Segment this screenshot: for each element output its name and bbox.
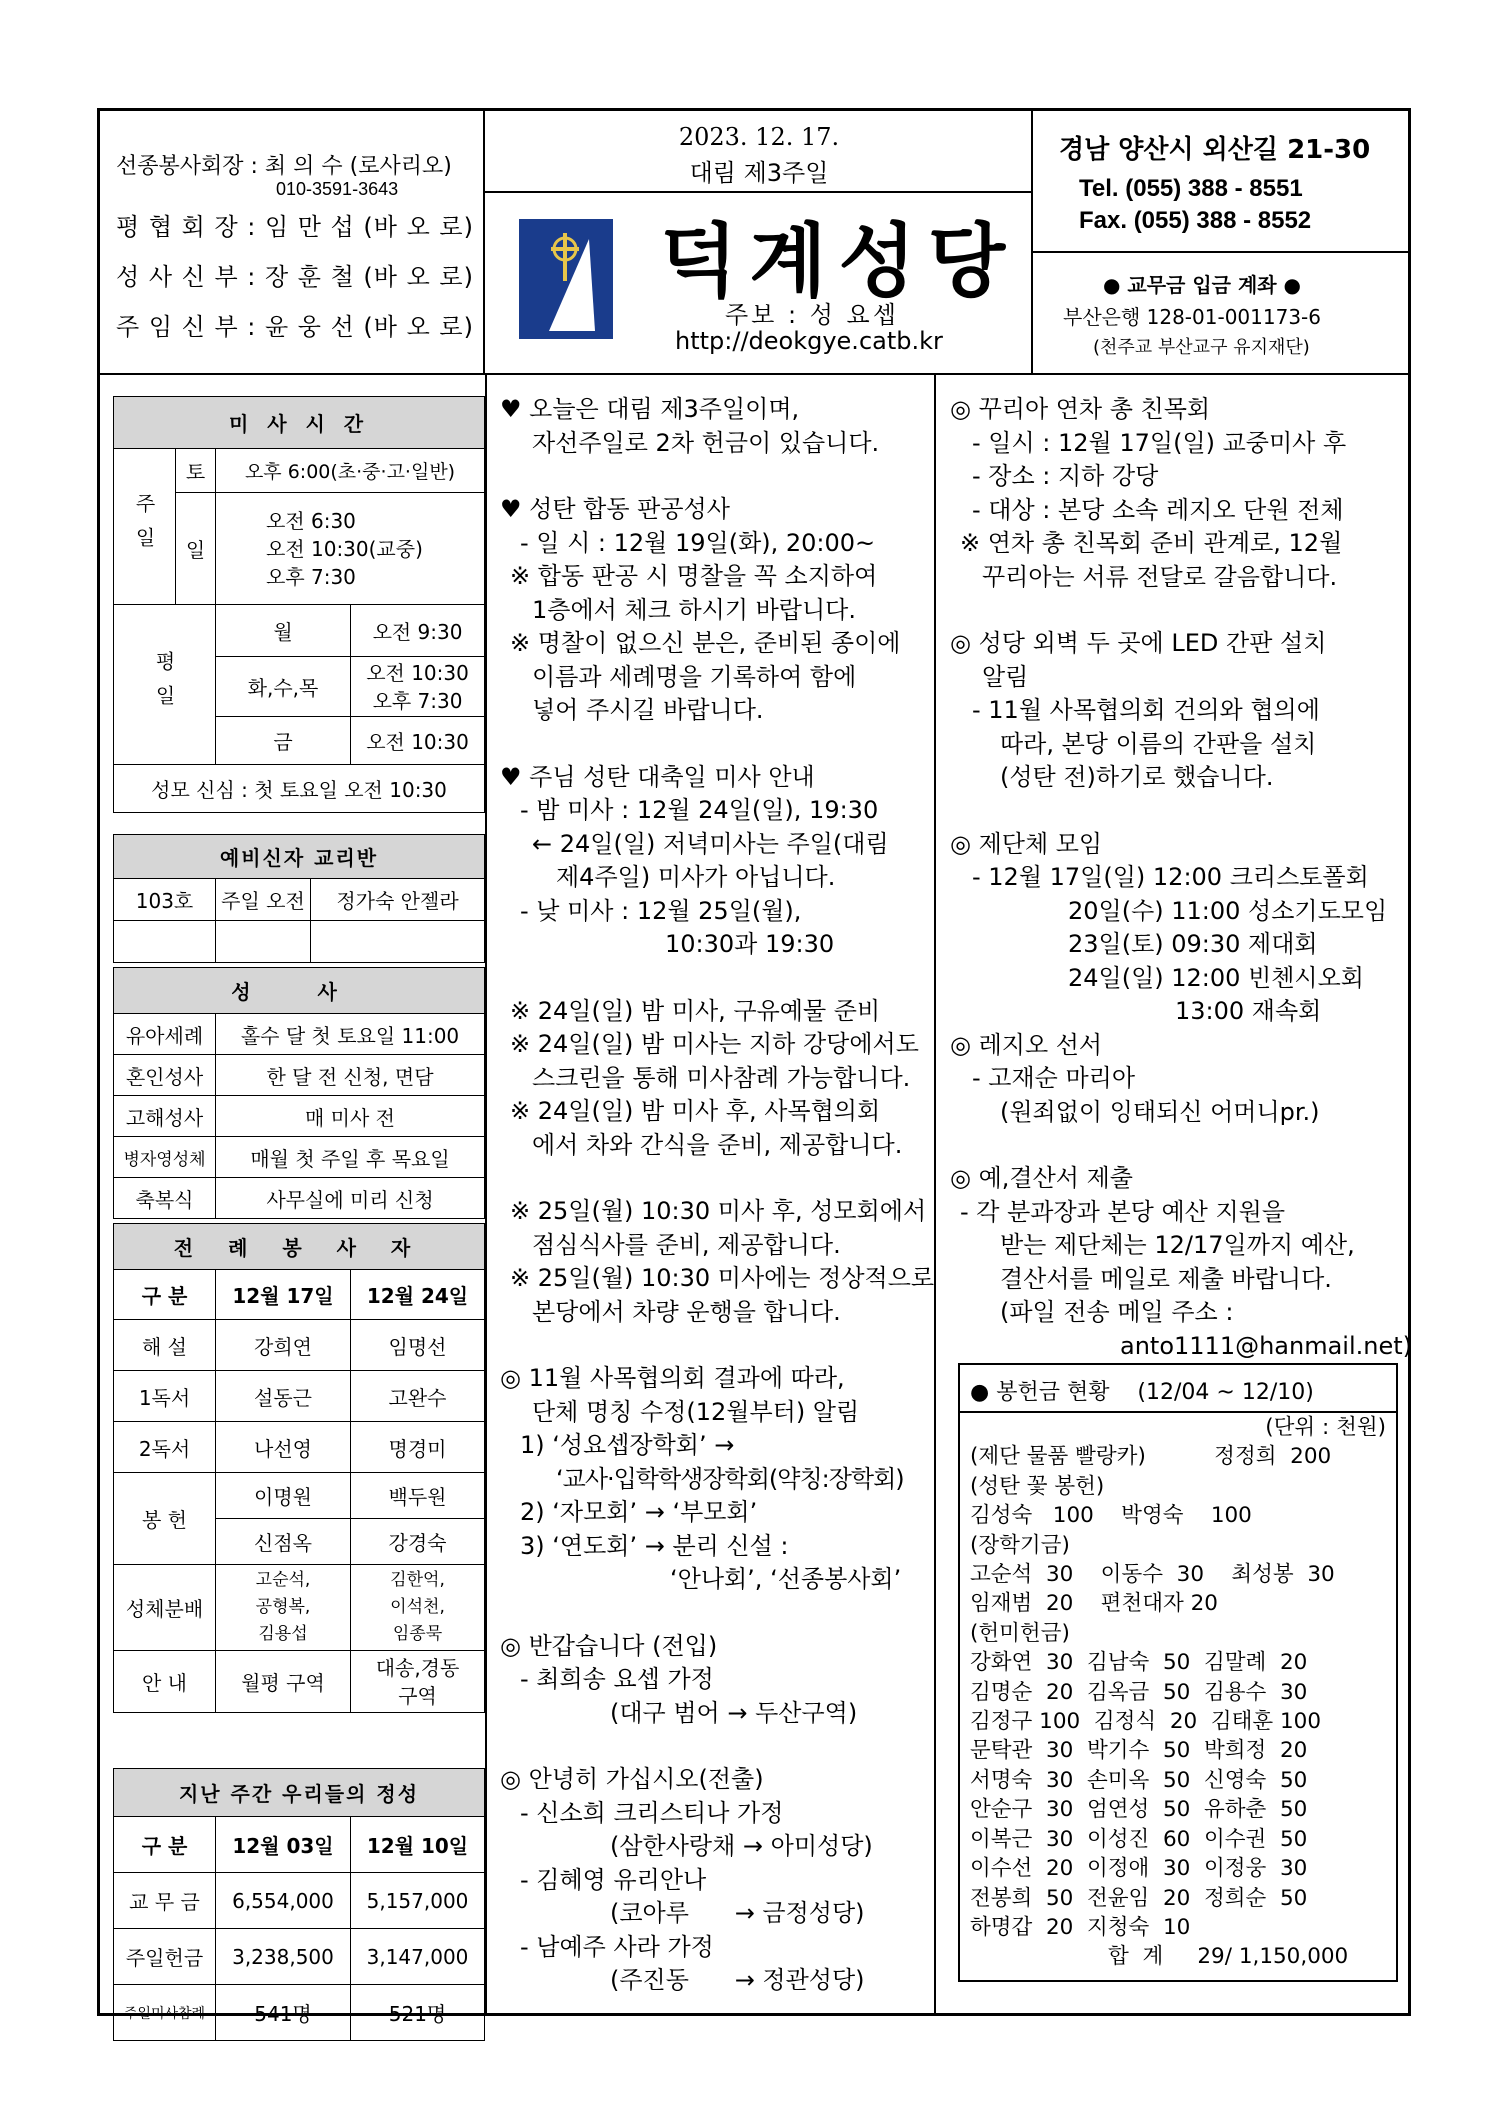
servers-person: 설동근: [216, 1371, 351, 1422]
notice-line: 3) ‘연도회’ → 분리 신설 :: [520, 1531, 789, 1560]
offerings-value: 3,238,500: [216, 1929, 351, 1985]
weekday-label: 평일: [114, 605, 216, 765]
servers-person: 이명원: [216, 1473, 351, 1519]
donation-box: [958, 1363, 1398, 1982]
notice-line: ※ 24일(일) 밤 미사, 구유예물 준비: [510, 996, 881, 1025]
parish-name: 덕계성당: [660, 215, 1018, 308]
donation-line: 서명숙 30 손미옥 50 신영숙 50: [970, 1767, 1308, 1793]
sacrament-name: 고해성사: [114, 1096, 216, 1137]
sacrament-info: 사무실에 미리 신청: [216, 1178, 485, 1219]
liturgical-week: 대림 제3주일: [689, 159, 829, 187]
sacrament-name: 병자영성체: [114, 1137, 216, 1178]
sacrament-name: 혼인성사: [114, 1055, 216, 1096]
servers-person: 신점옥: [216, 1519, 351, 1565]
offerings-header: 12월 03일: [216, 1817, 351, 1873]
donation-line: 김성숙 100 박영숙 100: [970, 1503, 1252, 1529]
notice-line: (파일 전송 메일 주소 :: [1000, 1298, 1234, 1326]
catechumen-room: 103호: [114, 879, 216, 921]
offerings-header: 구 분: [114, 1817, 216, 1873]
donation-line: (헌미헌금): [970, 1620, 1070, 1646]
notice-line: 자선주일로 2차 헌금이 있습니다.: [532, 428, 880, 457]
offering-totals-table: [113, 1768, 485, 2041]
servers-person: 월평 구역: [216, 1651, 351, 1713]
servers-role: 2독서: [114, 1422, 216, 1473]
notice-line: - 11월 사목협의회 건의와 협의에: [972, 696, 1320, 724]
donation-title: ● 봉헌금 현황 (12/04 ~ 12/10): [970, 1380, 1314, 1405]
communion-list-1: 고순석, 공형복, 김용섭: [216, 1565, 351, 1651]
notice-line: 24일(일) 12:00 빈첸시오회: [1068, 963, 1364, 992]
notice-line: ※ 명찰이 없으신 분은, 준비된 종이에: [510, 629, 901, 657]
catechumen-teacher: 정가숙 안젤라: [311, 879, 485, 921]
sacrament-name: 축복식: [114, 1178, 216, 1219]
church-cross-icon: [519, 219, 613, 339]
servers-person: 나선영: [216, 1422, 351, 1473]
offerings-value: 521명: [351, 1985, 485, 2041]
sat-mass-time: 오후 6:00(초·중·고·일반): [216, 449, 485, 493]
sacrament-info: 매 미사 전: [216, 1096, 485, 1137]
staff-row-4: 주 임 신 부 : 윤 웅 선 (바 오 로): [116, 313, 474, 341]
announcements-right: [950, 393, 1413, 1363]
catechumen-time: 주일 오전: [216, 879, 311, 921]
donation-line: 고순석 30 이동수 30 최성봉 30: [970, 1562, 1335, 1588]
donation-line: (장학기금): [970, 1532, 1070, 1558]
notice-line: 1층에서 체크 하시기 바랍니다.: [532, 595, 856, 624]
notice-line: - 김혜영 유리안나: [520, 1865, 707, 1894]
marian-devotion: 성모 신심 : 첫 토요일 오전 10:30: [114, 765, 485, 813]
header-contact-box: [1033, 111, 1408, 373]
servers-role: 1독서: [114, 1371, 216, 1422]
notice-line: - 12월 17일(일) 12:00 크리스토폴회: [972, 863, 1369, 891]
servers-header: 12월 17일: [216, 1270, 351, 1320]
notice-line: ◎ 레지오 선서: [950, 1030, 1103, 1059]
notice-line: 20일(수) 11:00 성소기도모임: [1068, 896, 1388, 925]
sun-label: 일: [176, 493, 216, 605]
offerings-label: 교 무 금: [114, 1873, 216, 1929]
sacrament-info: 홀수 달 첫 토요일 11:00: [216, 1014, 485, 1055]
notice-line: ◎ 반갑습니다 (전입): [500, 1631, 718, 1660]
notice-line: ※ 합동 판공 시 명찰을 꼭 소지하여: [510, 562, 878, 590]
header-title-box: [485, 111, 1033, 373]
notice-line: 알림: [982, 662, 1029, 691]
notice-line: - 일시 : 12월 17일(일) 교중미사 후: [972, 428, 1347, 457]
donation-list: [970, 1413, 1390, 1972]
donation-line: 김명순 20 김옥금 50 김용수 30: [970, 1679, 1308, 1705]
donation-line: 문탁관 30 박기수 50 박희정 20: [970, 1738, 1308, 1764]
notice-line: - 대상 : 본당 소속 레지오 단원 전체: [972, 495, 1344, 524]
offerings-header: 12월 10일: [351, 1817, 485, 1873]
communion-list-2: 김한억, 이석천, 임종묵: [351, 1565, 485, 1651]
offerings-value: 541명: [216, 1985, 351, 2041]
sacraments-table: [113, 967, 485, 1219]
notice-line: 스크린을 통해 미사참례 가능합니다.: [532, 1063, 911, 1092]
offerings-value: 3,147,000: [351, 1929, 485, 1985]
notice-line: ※ 연차 총 친목회 준비 관계로, 12월: [960, 529, 1343, 557]
donation-line: 임재범 20 편천대자 20: [970, 1591, 1218, 1617]
notice-line[interactable]: anto1111@hanmail.net): [1120, 1331, 1413, 1360]
notice-line: 에서 차와 간식을 준비, 제공합니다.: [532, 1130, 903, 1159]
servers-person: 백두원: [351, 1473, 485, 1519]
notice-line: ◎ 11월 사목협의회 결과에 따라,: [500, 1364, 845, 1392]
notice-line: 꾸리아는 서류 전달로 갈음합니다.: [982, 562, 1338, 591]
donation-line: 강화연 30 김남숙 50 김말례 20: [970, 1650, 1308, 1676]
notice-line: 10:30과 19:30: [665, 930, 835, 958]
servers-title: 전 례 봉 사 자: [114, 1224, 485, 1270]
notice-line: - 남예주 사라 가정: [520, 1932, 714, 1961]
staff-phone: 010-3591-3643: [276, 179, 399, 199]
offerings-value: 6,554,000: [216, 1873, 351, 1929]
servers-role: 성체분배: [114, 1565, 216, 1651]
donation-line: 전봉희 50 전윤임 20 정희순 50: [970, 1885, 1308, 1911]
notice-line: 받는 제단체는 12/17일까지 예산,: [1000, 1231, 1355, 1259]
staff-row-2: 평 협 회 장 : 임 만 섭 (바 오 로): [116, 213, 474, 241]
sun-mass-times: 오전 6:30 오전 10:30(교중) 오후 7:30: [216, 493, 485, 605]
notice-line: ※ 24일(일) 밤 미사 후, 사목협의회: [510, 1097, 881, 1125]
notice-line: ♥ 성탄 합동 판공성사: [500, 495, 730, 523]
notice-line: - 고재순 마리아: [972, 1064, 1136, 1092]
notice-line: - 일 시 : 12월 19일(화), 20:00~: [520, 528, 876, 557]
offerings-label: 주일헌금: [114, 1929, 216, 1985]
notice-line: ※ 25일(월) 10:30 미사 후, 성모회에서: [510, 1197, 927, 1225]
staff-row-3: 성 사 신 부 : 장 훈 철 (바 오 로): [116, 263, 474, 291]
weekday-fri-time: 오전 10:30: [351, 717, 485, 765]
weekday-mon-time: 오전 9:30: [351, 605, 485, 657]
donation-line: 이복근 30 이성진 60 이수권 50: [970, 1826, 1308, 1852]
weekday-fri: 금: [216, 717, 351, 765]
mass-times-title: 미 사 시 간: [114, 397, 485, 449]
notice-line: - 신소희 크리스티나 가정: [520, 1798, 784, 1827]
notice-line: 본당에서 차량 운행을 합니다.: [532, 1297, 841, 1326]
servers-guide-2: 대송,경동 구역: [351, 1651, 485, 1713]
announcements-middle: [500, 393, 935, 1998]
sat-label: 토: [176, 449, 216, 493]
donation-line: 이수선 20 이정애 30 이정웅 30: [970, 1856, 1308, 1882]
servers-person: 고완수: [351, 1371, 485, 1422]
notice-line: ◎ 꾸리아 연차 총 친목회: [950, 395, 1211, 423]
notice-line: 제4주일) 미사가 아닙니다.: [556, 863, 836, 891]
notice-line: ♥ 주님 성탄 대축일 미사 안내: [500, 762, 815, 791]
bulletin-page: [97, 108, 1413, 2026]
notice-line: 단체 명칭 수정(12월부터) 알림: [532, 1397, 860, 1426]
notice-line: 13:00 재속회: [1175, 997, 1322, 1025]
servers-person: 임명선: [351, 1320, 485, 1371]
notice-line: ‘교사·입학학생장학회(약칭:장학회): [556, 1464, 904, 1493]
liturgy-servers-table: [113, 1223, 485, 1713]
notice-line: 이름과 세례명을 기록하여 함에: [532, 662, 857, 691]
catechumen-title: 예비신자 교리반: [114, 835, 485, 879]
notice-line: (성탄 전)하기로 했습니다.: [1000, 763, 1274, 791]
offerings-label: 주일미사참례: [114, 1985, 216, 2041]
catechumen-table: [113, 834, 485, 963]
donation-line: 김정구 100 김정식 20 김태훈 100: [970, 1709, 1322, 1735]
mass-times-table: [113, 396, 485, 813]
header-staff-box: [100, 111, 485, 373]
weekday-tue-thu: 화,수,목: [216, 657, 351, 717]
notice-line: 23일(토) 09:30 제대회: [1068, 930, 1318, 958]
donation-line: (제단 물품 빨랑카) 정정희 200: [970, 1444, 1332, 1470]
notice-line: 넣어 주시길 바랍니다.: [532, 696, 764, 724]
notice-line: ※ 25일(월) 10:30 미사에는 정상적으로: [510, 1264, 935, 1292]
servers-person: 강경숙: [351, 1519, 485, 1565]
notice-line: - 최희송 요셉 가정: [520, 1665, 714, 1693]
account-number: 부산은행 128-01-001173-6: [1063, 305, 1321, 329]
notice-line: ← 24일(일) 저녁미사는 주일(대림: [532, 829, 889, 858]
parish-address: 경남 양산시 외산길 21-30: [1059, 135, 1371, 165]
weekday-tue-thu-times: 오전 10:30 오후 7:30: [351, 657, 485, 717]
donation-line: 하명갑 20 지청숙 10: [970, 1914, 1191, 1940]
servers-role: 봉 헌: [114, 1473, 216, 1565]
servers-person: 강희연: [216, 1320, 351, 1371]
notice-line: (원죄없이 잉태되신 어머니pr.): [1000, 1097, 1320, 1126]
notice-line: 1) ‘성요셉장학회’ →: [520, 1431, 735, 1459]
notice-line: - 각 분과장과 본당 예산 지원을: [960, 1197, 1286, 1226]
notice-line: ◎ 안녕히 가십시오(전출): [500, 1765, 764, 1793]
sunday-label: 주일: [114, 449, 176, 605]
notice-line: ◎ 성당 외벽 두 곳에 LED 간판 설치: [950, 629, 1327, 657]
parish-tel: Tel. (055) 388 - 8551: [1079, 175, 1303, 202]
patron-saint: 주보 : 성 요셉: [725, 301, 899, 329]
notice-line: - 낮 미사 : 12월 25일(월),: [520, 896, 802, 925]
account-title: ● 교무금 입금 계좌 ●: [1103, 273, 1301, 297]
sacrament-name: 유아세례: [114, 1014, 216, 1055]
notice-line: (대구 범어 → 두산구역): [610, 1698, 858, 1727]
sacraments-title: 성 사: [114, 968, 485, 1014]
donation-total: 합 계 29/ 1,150,000: [1108, 1944, 1349, 1970]
servers-person: 명경미: [351, 1422, 485, 1473]
parish-fax: Fax. (055) 388 - 8552: [1079, 207, 1312, 234]
account-owner: (천주교 부산교구 유지재단): [1093, 337, 1310, 358]
bulletin-date: 2023. 12. 17.: [678, 123, 840, 151]
notice-line: (코아루 → 금정성당): [610, 1899, 865, 1927]
parish-logo: [519, 219, 613, 339]
notice-line: ◎ 예,결산서 제출: [950, 1164, 1133, 1192]
donation-unit: (단위 : 천원): [1265, 1415, 1386, 1440]
notice-line: 결산서를 메일로 제출 바랍니다.: [1000, 1264, 1332, 1293]
servers-role: 안 내: [114, 1651, 216, 1713]
notice-line: (주진동 → 정관성당): [610, 1966, 865, 1994]
notice-line: - 장소 : 지하 강당: [972, 462, 1159, 490]
staff-row-1: 선종봉사회장 : 최 의 수 (로사리오): [116, 154, 452, 179]
sacrament-info: 매월 첫 주일 후 목요일: [216, 1137, 485, 1178]
notice-line: 점심식사를 준비, 제공합니다.: [532, 1230, 841, 1259]
notice-line: - 밤 미사 : 12월 24일(일), 19:30: [520, 796, 879, 824]
notice-line: ◎ 제단체 모임: [950, 829, 1103, 858]
servers-header: 12월 24일: [351, 1270, 485, 1320]
offerings-value: 5,157,000: [351, 1873, 485, 1929]
offerings-title: 지난 주간 우리들의 정성: [114, 1769, 485, 1817]
notice-line: 2) ‘자모회’ → ‘부모회’: [520, 1498, 758, 1526]
notice-line: ※ 24일(일) 밤 미사는 지하 강당에서도: [510, 1030, 919, 1058]
servers-header: 구 분: [114, 1270, 216, 1320]
servers-role: 해 설: [114, 1320, 216, 1371]
donation-line: 안순구 30 엄연성 50 유하춘 50: [970, 1797, 1308, 1823]
notice-line: (삼한사랑채 → 아미성당): [610, 1832, 873, 1860]
notice-line: 따라, 본당 이름의 간판을 설치: [1000, 729, 1317, 758]
donation-line: (성탄 꽃 봉헌): [970, 1473, 1105, 1499]
sacrament-info: 한 달 전 신청, 면담: [216, 1055, 485, 1096]
parish-url[interactable]: http://deokgye.catb.kr: [675, 327, 943, 355]
notice-line: ♥ 오늘은 대림 제3주일이며,: [500, 395, 800, 423]
notice-line: ‘안나회’, ‘선종봉사회’: [670, 1565, 902, 1593]
weekday-mon: 월: [216, 605, 351, 657]
